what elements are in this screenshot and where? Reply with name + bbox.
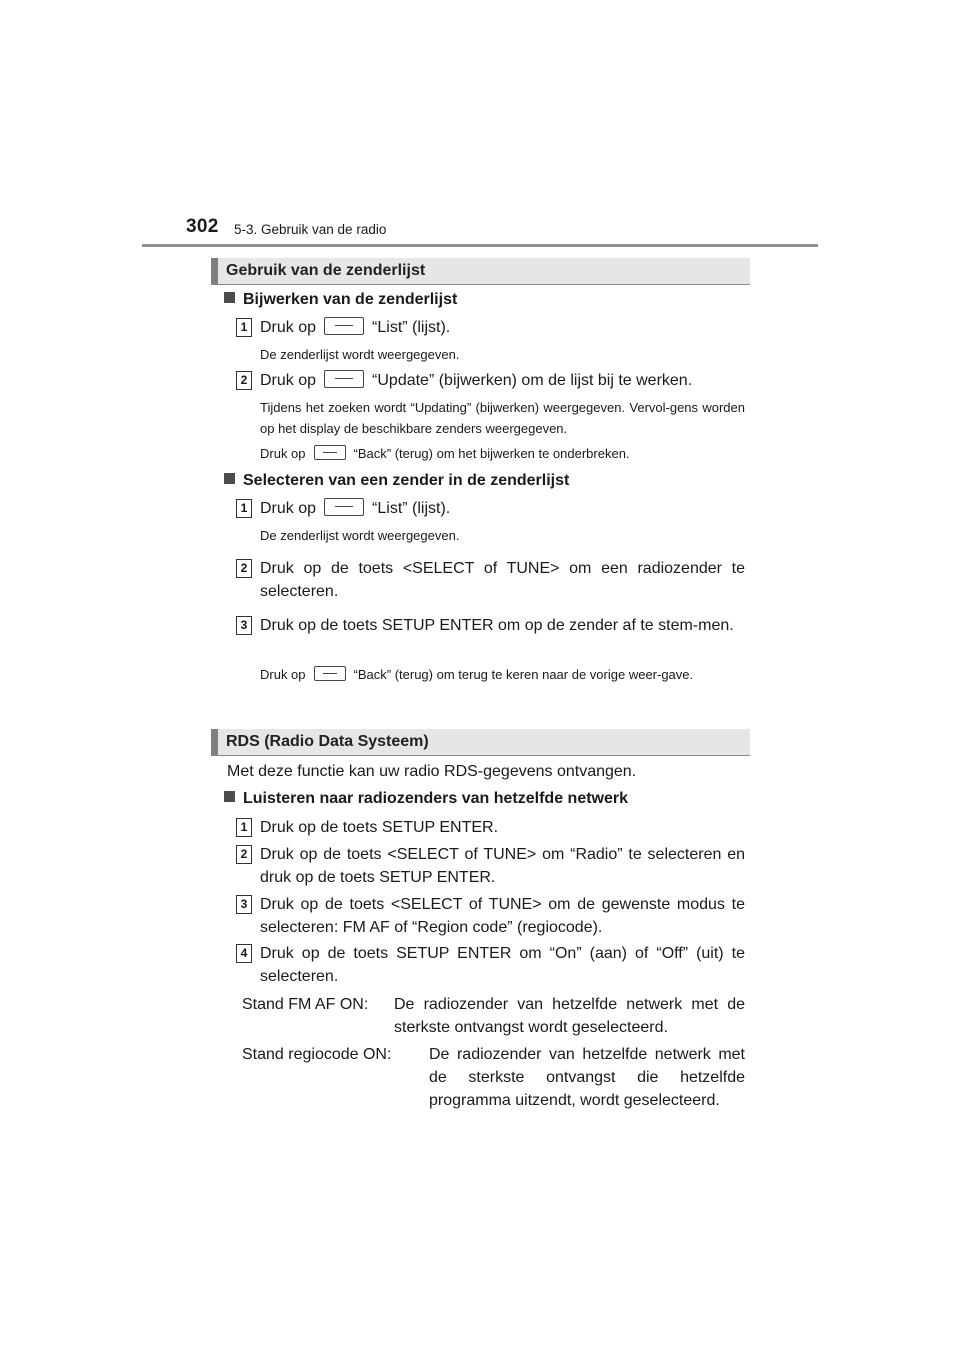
note-text: De zenderlijst wordt weergegeven. [260,347,460,362]
square-bullet-icon [224,791,235,802]
step-text-pre: Druk op [260,500,317,517]
note-text: De zenderlijst wordt weergegeven. [260,528,460,543]
screen-button-icon [324,370,364,388]
note-text-pre: Druk op [260,446,306,461]
subheading-bijwerken [224,291,457,309]
note-text-post: “Back” (terug) om het bijwerken te onderbreken. [353,446,630,461]
step-number-3: 3 [236,895,252,914]
step-number-2: 2 [236,371,252,390]
step-number-2: 2 [236,559,252,578]
screen-button-icon [324,498,364,516]
step-text: Druk op de toets <SELECT of TUNE> om de gewenste modus te selecteren: FM AF of “Region code” (regiocode). [260,896,745,936]
subheading-netwerk [224,790,628,808]
step-number-3: 3 [236,616,252,635]
step-text-post: “List” (lijst). [372,500,451,517]
step-number-2: 2 [236,845,252,864]
screen-button-icon [314,445,346,460]
note-text-post: “Back” (terug) om terug te keren naar de vorige weer-gave. [353,667,694,682]
step-number-1: 1 [236,499,252,518]
square-bullet-icon [224,292,235,303]
step-text [260,369,745,392]
section-heading-rds [211,729,750,756]
section-heading-zenderlijst [211,258,750,285]
step-text: Druk op de toets <SELECT of TUNE> om een radiozender te selecteren. [260,560,745,600]
note-text-pre: Druk op [260,667,306,682]
step-number-1: 1 [236,318,252,337]
definition-description: De radiozender van hetzelfde netwerk met de sterkste ontvangst die hetzelfde programma uitzendt, wordt geselecteerd. [429,1046,745,1109]
subheading-label: Selecteren van een zender in de zenderlijst [243,472,570,489]
definition-term: Stand regiocode ON: [242,1046,392,1063]
note-text [260,664,745,685]
screen-button-icon [314,666,346,681]
step-text-post: “Update” (bijwerken) om de lijst bij te werken. [372,372,693,389]
step-text: Druk op de toets SETUP ENTER om “On” (aan) of “Off” (uit) te selecteren. [260,945,745,985]
step-text: Druk op de toets SETUP ENTER. [260,819,499,836]
note-text: Tijdens het zoeken wordt “Updating” (bijwerken) weergegeven. Vervol-gens worden op het display de beschikbare zenders weergegeven. [260,400,745,436]
subheading-selecteren [224,472,569,490]
chapter-title: 5-3. Gebruik van de radio [234,222,387,237]
section-title: Gebruik van de zenderlijst [226,262,426,279]
step-number-4: 4 [236,944,252,963]
step-text-pre: Druk op [260,372,317,389]
subheading-label: Luisteren naar radiozenders van hetzelfde netwerk [243,790,629,807]
step-text [260,316,745,339]
screen-button-icon [324,317,364,335]
step-number-1: 1 [236,818,252,837]
step-text-post: “List” (lijst). [372,319,451,336]
square-bullet-icon [224,473,235,484]
step-text [260,497,745,520]
intro-text: Met deze functie kan uw radio RDS-gegevens ontvangen. [227,763,637,780]
subheading-label: Bijwerken van de zenderlijst [243,291,458,308]
section-title: RDS (Radio Data Systeem) [226,733,429,750]
page-number: 302 [186,216,219,237]
step-text: Druk op de toets <SELECT of TUNE> om “Radio” te selecteren en druk op de toets SETUP ENTER. [260,846,745,886]
definition-term: Stand FM AF ON: [242,996,369,1013]
note-text [260,443,745,464]
header-divider [142,244,818,247]
step-text-pre: Druk op [260,319,317,336]
step-text: Druk op de toets SETUP ENTER om op de zender af te stem-men. [260,617,734,634]
definition-description: De radiozender van hetzelfde netwerk met de sterkste ontvangst wordt geselecteerd. [394,996,745,1036]
